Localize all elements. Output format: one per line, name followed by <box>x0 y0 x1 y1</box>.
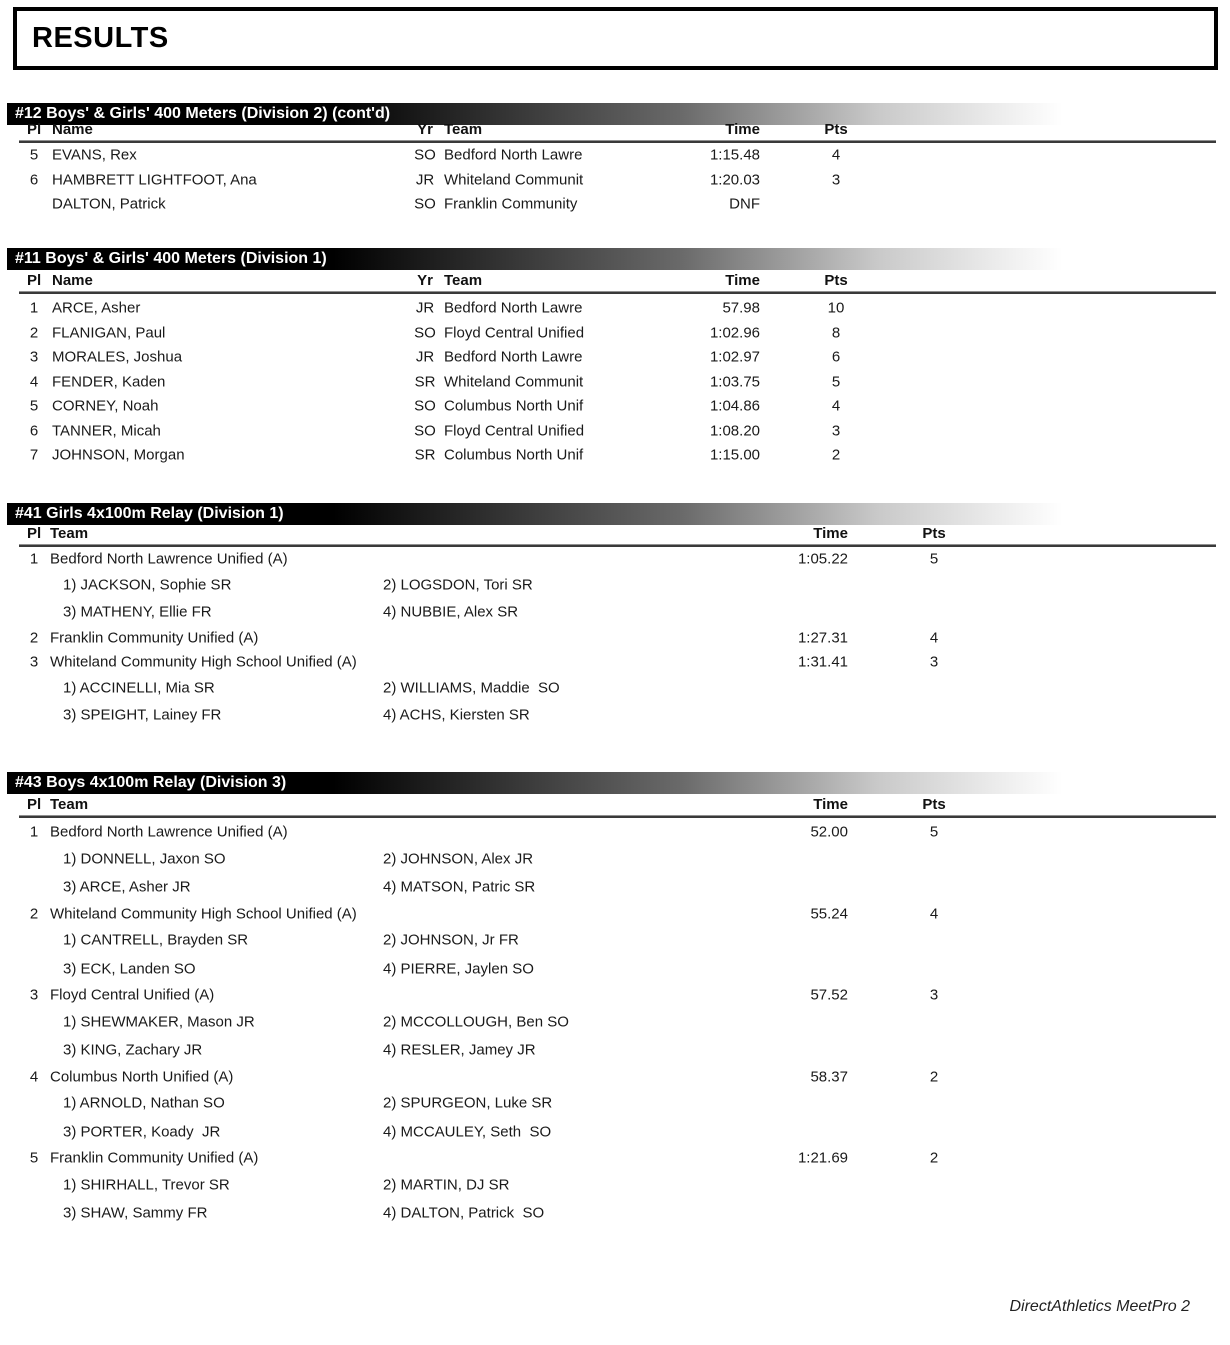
event-section-12 <box>0 103 1230 217</box>
relay-leg-row <box>0 1036 1230 1065</box>
team-cell: Floyd Central Unified <box>444 324 585 342</box>
points-cell: 4 <box>831 146 841 164</box>
time-cell: 55.24 <box>810 905 848 923</box>
points-cell: 4 <box>831 397 841 415</box>
relay-leg-cell: 2) MCCOLLOUGH, Ben SO <box>383 1013 569 1031</box>
time-cell: 57.98 <box>722 299 760 317</box>
relay-leg-row <box>0 1199 1230 1228</box>
time-cell: 1:15.48 <box>709 146 760 164</box>
event-header-bar <box>7 503 1095 525</box>
year-cell: SO <box>414 195 436 213</box>
relay-leg-cell: 3) PORTER, Koady JR <box>63 1123 221 1141</box>
relay-leg-row <box>0 873 1230 902</box>
results-rows <box>0 547 1230 729</box>
year-cell: JR <box>415 348 435 366</box>
relay-leg-row <box>0 599 1230 626</box>
column-header-pts: Pts <box>824 272 848 289</box>
points-cell: 10 <box>827 299 845 317</box>
year-cell: SO <box>414 422 436 440</box>
athlete-name-cell: MORALES, Joshua <box>52 348 183 366</box>
relay-leg-cell: 2) JOHNSON, Jr FR <box>383 931 519 949</box>
result-row <box>0 143 1230 168</box>
place-cell: 3 <box>29 986 39 1004</box>
team-cell: Bedford North Lawre <box>444 146 583 164</box>
year-cell: JR <box>415 299 435 317</box>
athlete-name-cell: CORNEY, Noah <box>52 397 159 415</box>
relay-leg-cell: 3) ARCE, Asher JR <box>63 878 191 896</box>
footer-brand: DirectAthletics MeetPro 2 <box>1009 1298 1190 1315</box>
column-header-name: Name <box>52 121 93 138</box>
place-cell: 1 <box>29 299 39 317</box>
relay-leg-row <box>0 1089 1230 1118</box>
team-cell: Franklin Community <box>444 195 578 213</box>
relay-leg-row <box>0 702 1230 729</box>
relay-leg-cell: 2) SPURGEON, Luke SR <box>383 1094 553 1112</box>
relay-leg-cell: 2) JOHNSON, Alex JR <box>383 850 534 868</box>
time-cell: 58.37 <box>810 1068 848 1086</box>
relay-leg-row <box>0 675 1230 702</box>
place-cell: 2 <box>29 324 39 342</box>
points-cell: 2 <box>929 1068 939 1086</box>
column-header-pl: Pl <box>27 796 42 813</box>
team-cell: Bedford North Lawre <box>444 299 583 317</box>
relay-leg-cell: 4) MATSON, Patric SR <box>383 878 536 896</box>
relay-leg-cell: 4) PIERRE, Jaylen SO <box>383 960 534 978</box>
column-header-name: Name <box>52 272 93 289</box>
place-cell: 7 <box>29 446 39 464</box>
event-header-bar <box>7 772 1095 794</box>
relay-leg-cell: 1) CANTRELL, Brayden SR <box>63 931 249 949</box>
place-cell: 4 <box>29 373 39 391</box>
header-rule <box>19 291 1216 294</box>
place-cell: 2 <box>29 905 39 923</box>
relay-leg-cell: 3) KING, Zachary JR <box>63 1041 203 1059</box>
points-cell: 5 <box>929 823 939 841</box>
column-header-yr: Yr <box>417 272 433 289</box>
relay-team-row <box>0 547 1230 572</box>
place-cell: 5 <box>29 397 39 415</box>
results-rows <box>0 296 1230 468</box>
relay-leg-cell: 1) DONNELL, Jaxon SO <box>63 850 226 868</box>
relay-team-cell: Franklin Community Unified (A) <box>50 1149 259 1167</box>
header-rule <box>19 815 1216 818</box>
relay-leg-cell: 1) ACCINELLI, Mia SR <box>63 679 215 697</box>
place-cell: 6 <box>29 171 39 189</box>
year-cell: SO <box>414 397 436 415</box>
time-cell: 1:05.22 <box>797 550 848 568</box>
column-header-row <box>0 525 1230 544</box>
time-cell: 1:08.20 <box>709 422 760 440</box>
event-section-11 <box>0 248 1230 468</box>
relay-team-cell: Bedford North Lawrence Unified (A) <box>50 823 288 841</box>
place-cell: 2 <box>29 629 39 647</box>
relay-leg-cell: 2) LOGSDON, Tori SR <box>383 576 533 594</box>
time-cell: 1:02.97 <box>709 348 760 366</box>
relay-team-row <box>0 650 1230 675</box>
column-header-team: Team <box>50 796 89 813</box>
relay-leg-cell: 4) RESLER, Jamey JR <box>383 1041 536 1059</box>
athlete-name-cell: JOHNSON, Morgan <box>52 446 185 464</box>
points-cell: 8 <box>831 324 841 342</box>
athlete-name-cell: FLANIGAN, Paul <box>52 324 166 342</box>
column-header-time: Time <box>813 525 848 542</box>
relay-team-cell: Floyd Central Unified (A) <box>50 986 215 1004</box>
points-cell: 2 <box>929 1149 939 1167</box>
relay-leg-row <box>0 1118 1230 1147</box>
place-cell: 1 <box>29 823 39 841</box>
time-cell: 1:15.00 <box>709 446 760 464</box>
result-row <box>0 168 1230 193</box>
relay-leg-row <box>0 926 1230 955</box>
column-header-team: Team <box>444 272 483 289</box>
relay-leg-cell: 3) SHAW, Sammy FR <box>63 1204 208 1222</box>
year-cell: SO <box>414 146 436 164</box>
points-cell: 3 <box>929 986 939 1004</box>
relay-leg-cell: 1) ARNOLD, Nathan SO <box>63 1094 225 1112</box>
athlete-name-cell: FENDER, Kaden <box>52 373 166 391</box>
place-cell: 4 <box>29 1068 39 1086</box>
event-title: #11 Boys' & Girls' 400 Meters (Division 1) <box>15 250 327 267</box>
column-header-time: Time <box>725 272 760 289</box>
result-row <box>0 443 1230 468</box>
relay-leg-cell: 3) MATHENY, Ellie FR <box>63 603 212 621</box>
result-row <box>0 419 1230 444</box>
place-cell: 1 <box>29 550 39 568</box>
relay-leg-cell: 4) MCCAULEY, Seth SO <box>383 1123 552 1141</box>
team-cell: Columbus North Unif <box>444 397 584 415</box>
team-cell: Bedford North Lawre <box>444 348 583 366</box>
column-header-pl: Pl <box>27 121 42 138</box>
result-row <box>0 192 1230 217</box>
column-header-row <box>0 121 1230 140</box>
relay-leg-cell: 4) DALTON, Patrick SO <box>383 1204 545 1222</box>
time-cell: 57.52 <box>810 986 848 1004</box>
relay-leg-cell: 2) MARTIN, DJ SR <box>383 1176 510 1194</box>
event-title: #43 Boys 4x100m Relay (Division 3) <box>15 774 287 791</box>
column-header-pl: Pl <box>27 272 42 289</box>
place-cell: 5 <box>29 1149 39 1167</box>
relay-leg-cell: 4) ACHS, Kiersten SR <box>383 706 530 724</box>
event-header-bar <box>7 103 1095 125</box>
event-title: #41 Girls 4x100m Relay (Division 1) <box>15 505 284 522</box>
points-cell: 4 <box>929 905 939 923</box>
relay-leg-cell: 1) JACKSON, Sophie SR <box>63 576 232 594</box>
relay-leg-cell: 2) WILLIAMS, Maddie SO <box>383 679 560 697</box>
column-header-time: Time <box>725 121 760 138</box>
year-cell: JR <box>415 171 435 189</box>
time-cell: 1:27.31 <box>797 629 848 647</box>
relay-leg-cell: 1) SHEWMAKER, Mason JR <box>63 1013 255 1031</box>
page-title: RESULTS <box>32 22 169 54</box>
time-cell: 1:02.96 <box>709 324 760 342</box>
points-cell: 3 <box>929 653 939 671</box>
relay-leg-cell: 3) ECK, Landen SO <box>63 960 196 978</box>
athlete-name-cell: EVANS, Rex <box>52 146 137 164</box>
relay-leg-row <box>0 1008 1230 1037</box>
relay-team-row <box>0 626 1230 651</box>
points-cell: 6 <box>831 348 841 366</box>
athlete-name-cell: DALTON, Patrick <box>52 195 166 213</box>
athlete-name-cell: HAMBRETT LIGHTFOOT, Ana <box>52 171 257 189</box>
relay-team-cell: Bedford North Lawrence Unified (A) <box>50 550 288 568</box>
points-cell: 3 <box>831 171 841 189</box>
column-header-time: Time <box>813 796 848 813</box>
relay-team-cell: Whiteland Community High School Unified (A) <box>50 653 357 671</box>
results-title-box <box>13 7 1218 70</box>
column-header-row <box>0 270 1230 291</box>
place-cell: 3 <box>29 348 39 366</box>
year-cell: SR <box>414 373 436 391</box>
place-cell: 6 <box>29 422 39 440</box>
result-row <box>0 370 1230 395</box>
relay-team-row <box>0 902 1230 927</box>
time-cell: 1:21.69 <box>797 1149 848 1167</box>
column-header-team: Team <box>50 525 89 542</box>
result-row <box>0 296 1230 321</box>
points-cell: 2 <box>831 446 841 464</box>
relay-leg-row <box>0 1171 1230 1200</box>
column-header-yr: Yr <box>417 121 433 138</box>
relay-team-row <box>0 1065 1230 1090</box>
athlete-name-cell: TANNER, Micah <box>52 422 161 440</box>
points-cell: 3 <box>831 422 841 440</box>
relay-team-row <box>0 1146 1230 1171</box>
team-cell: Columbus North Unif <box>444 446 584 464</box>
relay-leg-row <box>0 845 1230 874</box>
time-cell: 1:03.75 <box>709 373 760 391</box>
column-header-team: Team <box>444 121 483 138</box>
relay-leg-cell: 1) SHIRHALL, Trevor SR <box>63 1176 230 1194</box>
relay-leg-row <box>0 572 1230 599</box>
team-cell: Whiteland Communit <box>444 171 584 189</box>
event-header-bar <box>7 248 1095 270</box>
column-header-pts: Pts <box>922 796 946 813</box>
time-cell: 1:31.41 <box>797 653 848 671</box>
points-cell: 5 <box>929 550 939 568</box>
results-rows <box>0 820 1230 1228</box>
result-row <box>0 394 1230 419</box>
result-row <box>0 345 1230 370</box>
result-row <box>0 321 1230 346</box>
relay-leg-row <box>0 955 1230 984</box>
relay-team-row <box>0 820 1230 845</box>
event-title: #12 Boys' & Girls' 400 Meters (Division 2) (cont'd) <box>15 105 391 122</box>
year-cell: SO <box>414 324 436 342</box>
points-cell: 4 <box>929 629 939 647</box>
column-header-pts: Pts <box>922 525 946 542</box>
relay-team-cell: Columbus North Unified (A) <box>50 1068 234 1086</box>
column-header-pl: Pl <box>27 525 42 542</box>
time-cell: 1:20.03 <box>709 171 760 189</box>
results-rows <box>0 143 1230 217</box>
team-cell: Floyd Central Unified <box>444 422 585 440</box>
relay-leg-cell: 3) SPEIGHT, Lainey FR <box>63 706 222 724</box>
event-section-43 <box>0 772 1230 1228</box>
relay-leg-cell: 4) NUBBIE, Alex SR <box>383 603 519 621</box>
place-cell: 5 <box>29 146 39 164</box>
relay-team-cell: Franklin Community Unified (A) <box>50 629 259 647</box>
column-header-row <box>0 794 1230 815</box>
time-cell: 52.00 <box>810 823 848 841</box>
team-cell: Whiteland Communit <box>444 373 584 391</box>
relay-team-row <box>0 983 1230 1008</box>
column-header-pts: Pts <box>824 121 848 138</box>
event-section-41 <box>0 503 1230 729</box>
year-cell: SR <box>414 446 436 464</box>
points-cell: 5 <box>831 373 841 391</box>
relay-team-cell: Whiteland Community High School Unified (A) <box>50 905 357 923</box>
time-cell: 1:04.86 <box>709 397 760 415</box>
time-cell: DNF <box>729 195 760 213</box>
athlete-name-cell: ARCE, Asher <box>52 299 141 317</box>
place-cell: 3 <box>29 653 39 671</box>
